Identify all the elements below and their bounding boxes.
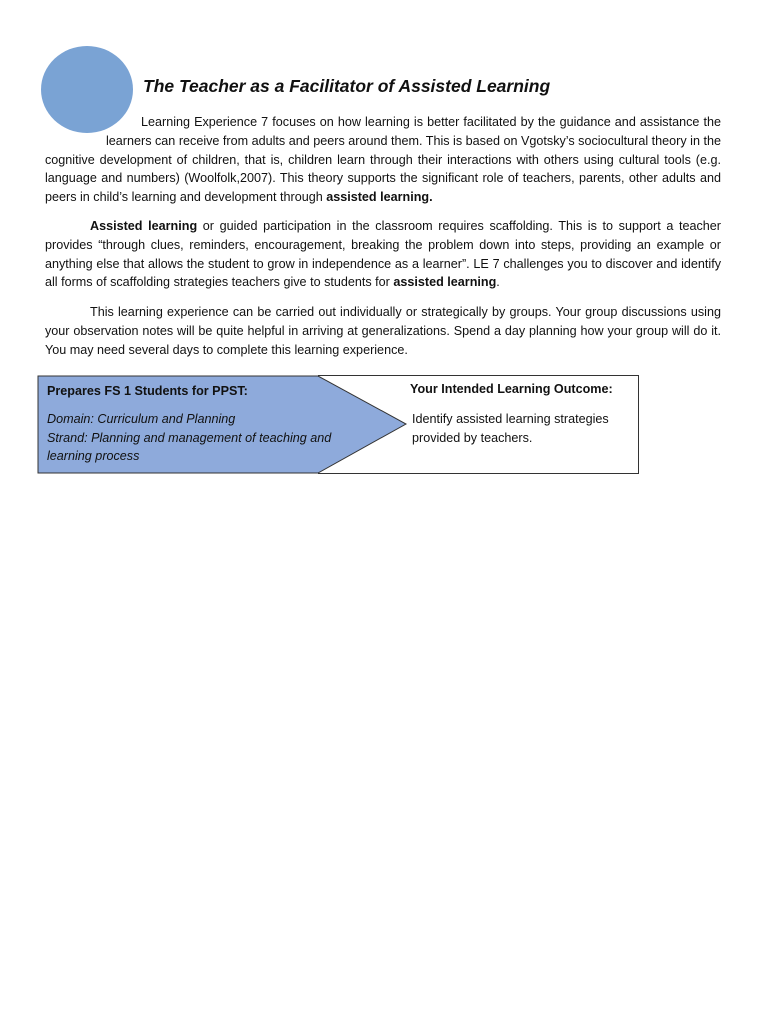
intro-line-2: learners can receive from adults and peers around them. This is based on Vgotsky’s sociocultural theory in the — [106, 133, 721, 148]
instructions-paragraph: This learning experience can be carried out individually or strategically by groups. Your group discussions using your observation notes will be quite helpful in arriving at generalizations. Spend a day planning how your group will do it. You may need several days to complete this learning experience. — [45, 305, 721, 357]
ppst-block — [47, 382, 347, 466]
scaffolding-bold-term: Assisted learning — [90, 219, 198, 233]
outcome-title: Your Intended Learning Outcome: — [410, 382, 613, 396]
page-title: The Teacher as a Facilitator of Assisted Learning — [143, 76, 551, 96]
ppst-domain: Domain: Curriculum and Planning — [47, 411, 236, 426]
intro-bold-term: assisted learning. — [326, 190, 433, 205]
outcome-text: Identify assisted learning strategies provided by teachers. — [412, 412, 609, 445]
ppst-title: Prepares FS 1 Students for PPST: — [47, 384, 248, 398]
scaffolding-period: . — [496, 275, 500, 290]
scaffolding-bold-end: assisted learning — [393, 275, 497, 290]
ppst-strand-line-1: Strand: Planning and management of teaching and — [47, 430, 332, 445]
intro-line-1: Learning Experience 7 focuses on how learning is better facilitated by the guidance and assistance the — [141, 115, 721, 129]
ppst-strand-line-2: learning process — [47, 449, 140, 464]
intro-text: cognitive development of children, that is, children learn through their interactions with others using cultural tools (e.g. language and numbers) (Woolfolk,2007). This theory supports the significant role of teachers, parents, other adults and peers in child’s learning and development through — [45, 152, 721, 205]
scaffolding-text: or guided participation in the classroom requires scaffolding. This is to support a teacher provides “through clues, reminders, encouragement, breaking the problem down into steps, providing an example or anything else that allows the student to grow in independence as a learner”. LE 7 challenges you to discover and identify all forms of scaffolding strategies teachers give to students for — [45, 219, 721, 290]
